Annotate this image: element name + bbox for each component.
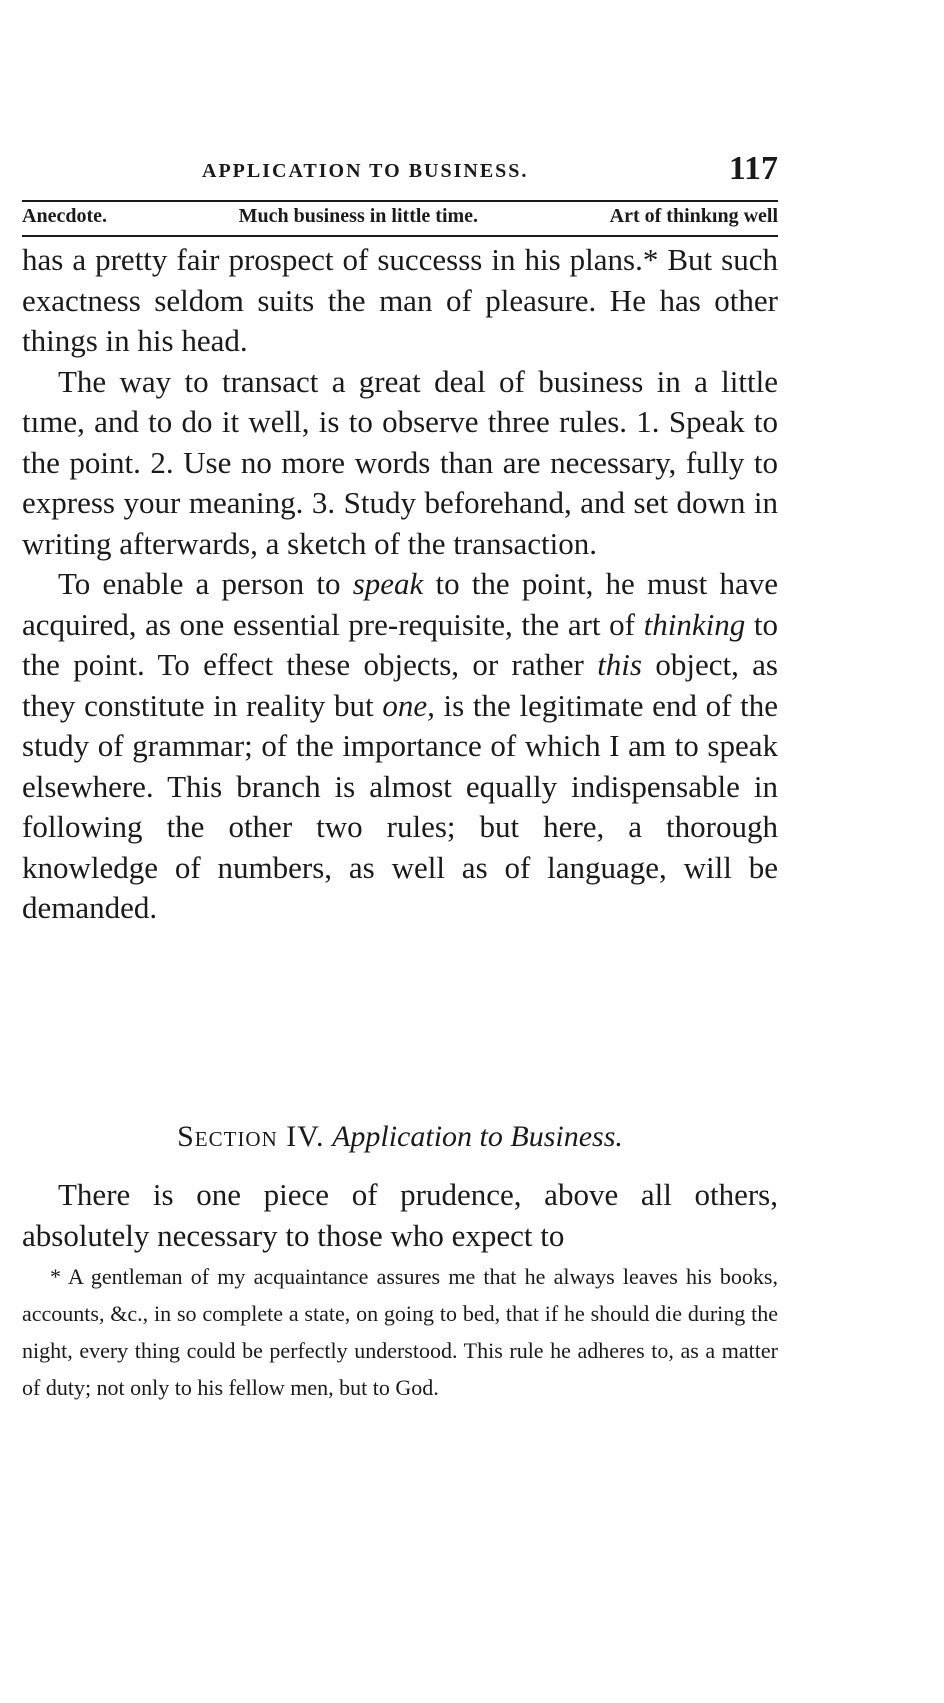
paragraph-text: The way to transact a great deal of business in a little tıme, and to do it well, is to observe three rules. 1. Speak to the point. 2. Use no more words than are necessary, fully to express your meaning. 3. Study beforehand, and set down in writing afterwards, a sketch of the transaction. (22, 363, 778, 561)
section-heading (22, 1120, 778, 1154)
paragraph-prudence (22, 1175, 778, 1256)
subject-line (22, 205, 778, 233)
footnote (22, 1258, 778, 1406)
footnote-text: * A gentleman of my acquaintance assures me that he always leaves his books, accounts, &c., in so complete a state, on going to bed, that if he should die during the night, every thing could be perfectly understood. This rule he adheres to, as a matter of duty; not only to his fellow men, but to God. (22, 1264, 778, 1400)
section-label: Section IV. (177, 1120, 325, 1153)
text-run: To enable a person to (58, 566, 353, 601)
italic-run: this (597, 647, 642, 682)
text-run: object, as they constitute in reality but (22, 647, 778, 723)
header-rule-bottom (22, 235, 778, 237)
running-head (22, 150, 778, 194)
paragraph-speak-to-point (22, 564, 778, 929)
text-run: is the legitimate end of the study of grammar; of the importance of which I am to speak elsewhere. This branch is almost equally indispensable in following the other two rules; but here, a thorough knowledge of numbers, as well as of language, will be demanded. (22, 687, 779, 925)
paragraph-transact-business (22, 362, 778, 565)
paragraph-text: has a pretty fair prospect of successs in his plans.* But such exactness seldom suits the man of pleasure. He has other things in his head. (22, 242, 778, 358)
body-text (22, 240, 778, 929)
italic-run: one, (382, 687, 435, 723)
subject-art-of-thinking: Art of thinkıng well (609, 205, 778, 227)
italic-run: thinking (643, 606, 746, 642)
section-title: Application to Business. (332, 1120, 623, 1153)
paragraph-continued (22, 240, 778, 362)
header-rule-top (22, 200, 778, 202)
subject-much-business: Much business in little time. (238, 205, 479, 227)
running-title: APPLICATION TO BUSINESS. (202, 160, 529, 182)
text-run: to the point, he must have acquired, as one essential pre-requisite, the art of (22, 566, 779, 642)
text-run: to the point. To effect these objects, or rather (22, 606, 778, 682)
paragraph-text: There is one piece of prudence, above all others, absolutely necessary to those who expect to (22, 1177, 778, 1253)
italic-run: speak (352, 566, 424, 601)
subject-anecdote: Anecdote. (22, 205, 107, 227)
section-body-text (22, 1175, 778, 1256)
page-number: 117 (728, 150, 778, 187)
